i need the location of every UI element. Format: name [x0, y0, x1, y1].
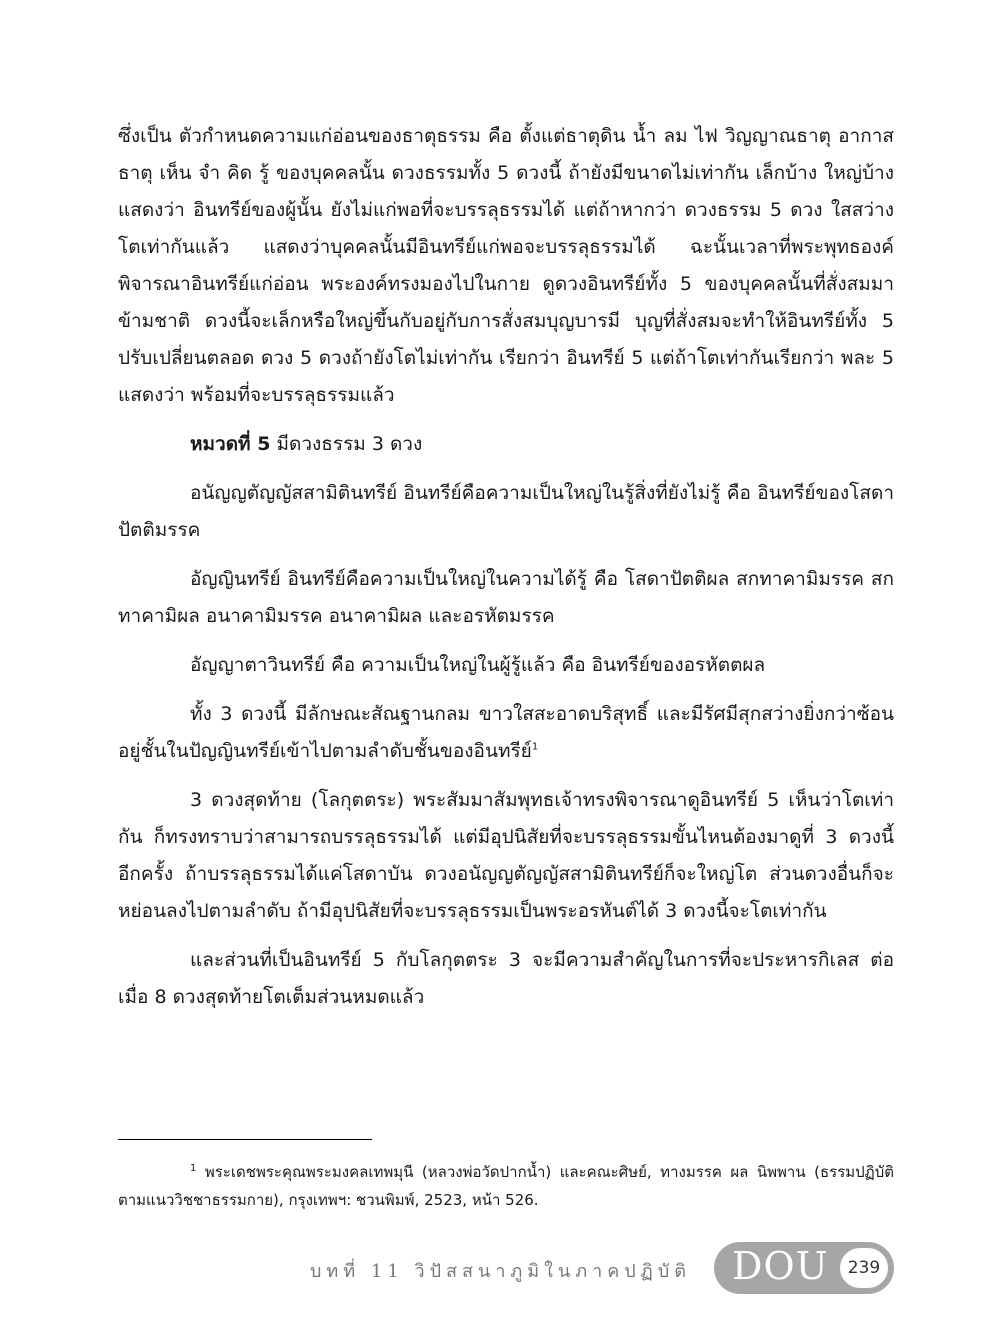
chapter-title: บทที่ 11 วิปัสสนาภูมิในภาคปฏิบัติ — [310, 1261, 691, 1282]
paragraph-6: 3 ดวงสุดท้าย (โลกุตตระ) พระสัมมาสัมพุทธเจ้าทรงพิจารณาดูอินทรีย์ 5 เห็นว่าโตเท่ากัน ก็ทรงทราบว่าสามารถบรรลุธรรมได้ แต่มีอุปนิสัยที่จะบรรลุธรรมขั้นไหนต้องมาดูที่ 3 ดวงนี้อีกครั้ง ถ้าบรรลุธรรมได้แค่โสดาบัน ดวงอนัญญตัญญัสสามิตินทรีย์ก็จะใหญ่โต ส่วนดวงอื่นก็จะหย่อนลงไปตามลำดับ ถ้ามีอุปนิสัยที่จะบรรลุธรรมเป็นพระอรหันต์ได้ 3 ดวงนี้จะโตเท่ากัน — [118, 789, 894, 922]
footnote-divider — [118, 1139, 372, 1140]
section-heading-number: หมวดที่ 5 — [190, 433, 271, 455]
paragraph-4: อัญญาตาวินทรีย์ คือ ความเป็นใหญ่ในผู้รู้แล้ว คือ อินทรีย์ของอรหัตตผล — [190, 654, 766, 676]
page-body — [118, 118, 894, 1028]
page-footer — [310, 1242, 894, 1298]
paragraph-3: อัญญินทรีย์ อินทรีย์คือความเป็นใหญ่ในความได้รู้ คือ โสดาปัตติผล สกทาคามิมรรค สกทาคามิผล อนาคามิมรรค อนาคามิผล และอรหัตมรรค — [118, 568, 894, 627]
paragraph-7: และส่วนที่เป็นอินทรีย์ 5 กับโลกุตตระ 3 จะมีความสำคัญในการที่จะประหารกิเลส ต่อเมื่อ 8 ดวงสุดท้ายโตเต็มส่วนหมดแล้ว — [118, 949, 894, 1008]
footnote-text: พระเดชพระคุณพระมงคลเทพมุนี (หลวงพ่อวัดปากน้ำ) และคณะศิษย์, ทางมรรค ผล นิพพาน (ธรรมปฏิบัติตามแนววิชชาธรรมกาย), กรุงเทพฯ: ชวนพิมพ์, 2523, หน้า 526. — [118, 1163, 894, 1209]
footnote-marker: 1 — [190, 1163, 197, 1174]
section-heading-text: มีดวงธรรม 3 ดวง — [270, 433, 423, 455]
paragraph-1: ซึ่งเป็น ตัวกำหนดความแก่อ่อนของธาตุธรรม คือ ตั้งแต่ธาตุดิน น้ำ ลม ไฟ วิญญาณธาตุ อากาสธาตุ เห็น จำ คิด รู้ ของบุคคลนั้น ดวงธรรมทั้ง 5 ดวงนี้ ถ้ายังมีขนาดไม่เท่ากัน เล็กบ้าง ใหญ่บ้าง แสดงว่า อินทรีย์ของผู้นั้น ยังไม่แก่พอที่จะบรรลุธรรมได้ แต่ถ้าหากว่า ดวงธรรม 5 ดวง ใสสว่างโตเท่ากันแล้ว แสดงว่าบุคคลนั้นมีอินทรีย์แก่พอจะบรรลุธรรมได้ ฉะนั้นเวลาที่พระพุทธองค์พิจารณาอินทรีย์แก่อ่อน พระองค์ทรงมองไปในกาย ดูดวงอินทรีย์ทั้ง 5 ของบุคคลนั้นที่สั่งสมมาข้ามชาติ ดวงนี้จะเล็กหรือใหญ่ขึ้นกับอยู่กับการสั่งสมบุญบารมี บุญที่สั่งสมจะทำให้อินทรีย์ทั้ง 5 ปรับเปลี่ยนตลอด ดวง 5 ดวงถ้ายังโตไม่เท่ากัน เรียกว่า อินทรีย์ 5 แต่ถ้าโตเท่ากันเรียกว่า พละ 5 แสดงว่า พร้อมที่จะบรรลุธรรมแล้ว — [118, 125, 894, 406]
paragraph-2: อนัญญตัญญัสสามิตินทรีย์ อินทรีย์คือความเป็นใหญ่ในรู้สิ่งที่ยังไม่รู้ คือ อินทรีย์ของโสดาปัตติมรรค — [118, 482, 894, 541]
paragraph-5 — [118, 696, 894, 770]
dou-badge — [714, 1242, 894, 1294]
dou-logo: DOU — [732, 1244, 829, 1288]
footnote-reference[interactable]: 1 — [531, 741, 539, 753]
page-number: 239 — [840, 1248, 888, 1288]
paragraph-5-text: ทั้ง 3 ดวงนี้ มีลักษณะสัณฐานกลม ขาวใสสะอาดบริสุทธิ์ และมีรัศมีสุกสว่างยิ่งกว่าซ้อนอยู่ชั้นในปัญญินทรีย์เข้าไปตามลำดับชั้นของอินทรีย์ — [118, 703, 894, 762]
section-heading — [118, 426, 894, 463]
footnote — [118, 1158, 894, 1214]
